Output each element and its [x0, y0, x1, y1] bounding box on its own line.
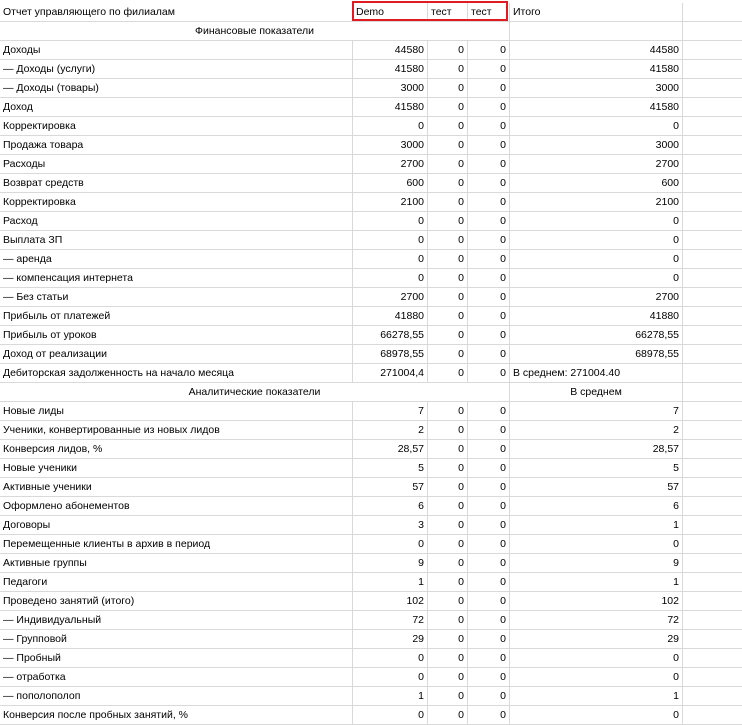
table-row — [0, 478, 742, 497]
branch-test-1-value[interactable]: 0 — [428, 421, 468, 440]
empty-cell[interactable] — [683, 706, 742, 725]
empty-cell[interactable] — [683, 307, 742, 326]
branch-demo-value[interactable]: 28,57 — [353, 440, 428, 459]
row-label-cell[interactable]: Новые лиды — [0, 402, 353, 421]
empty-cell[interactable] — [683, 687, 742, 706]
empty-cell[interactable] — [683, 364, 742, 383]
table-row — [0, 364, 742, 383]
total-average-value[interactable]: В среднем: 271004.40 — [510, 364, 683, 383]
table-row — [0, 117, 742, 136]
empty-cell[interactable] — [683, 668, 742, 687]
branch-test-2-value[interactable]: 0 — [468, 174, 510, 193]
table-row — [0, 402, 742, 421]
total-value[interactable]: 41580 — [510, 98, 683, 117]
branch-test-2-value[interactable]: 0 — [468, 250, 510, 269]
empty-cell[interactable] — [683, 516, 742, 535]
table-row — [0, 421, 742, 440]
branch-demo-value[interactable]: 29 — [353, 630, 428, 649]
total-value[interactable]: 0 — [510, 649, 683, 668]
branch-demo-value[interactable]: 0 — [353, 231, 428, 250]
empty-cell[interactable] — [683, 3, 742, 22]
row-label-cell[interactable]: — пополополоп — [0, 687, 353, 706]
branch-test-2-value[interactable]: 0 — [468, 364, 510, 383]
empty-cell[interactable] — [683, 136, 742, 155]
row-label-cell[interactable]: Расходы — [0, 155, 353, 174]
row-label-cell[interactable]: Прибыль от уроков — [0, 326, 353, 345]
total-value[interactable]: 41580 — [510, 60, 683, 79]
branch-test-1-value[interactable]: 0 — [428, 174, 468, 193]
row-label-cell[interactable]: — компенсация интернета — [0, 269, 353, 288]
total-value[interactable]: 0 — [510, 706, 683, 725]
empty-cell[interactable] — [683, 611, 742, 630]
row-label-cell[interactable]: Доход — [0, 98, 353, 117]
branch-demo-value[interactable]: 68978,55 — [353, 345, 428, 364]
branch-test-2-value[interactable]: 0 — [468, 668, 510, 687]
branch-test-2-value[interactable]: 0 — [468, 402, 510, 421]
table-row — [0, 79, 742, 98]
branch-test-1-value[interactable]: 0 — [428, 554, 468, 573]
branch-demo-value[interactable]: 0 — [353, 668, 428, 687]
branch-demo-value[interactable]: 57 — [353, 478, 428, 497]
row-label-cell[interactable]: — Доходы (товары) — [0, 79, 353, 98]
branch-demo-value[interactable]: 600 — [353, 174, 428, 193]
branch-demo-value[interactable]: 271004,4 — [353, 364, 428, 383]
table-row — [0, 497, 742, 516]
empty-cell[interactable] — [683, 440, 742, 459]
total-value[interactable]: 0 — [510, 269, 683, 288]
row-label-cell[interactable]: Проведено занятий (итого) — [0, 592, 353, 611]
total-value[interactable]: 0 — [510, 212, 683, 231]
branch-test-2-value[interactable]: 0 — [468, 136, 510, 155]
empty-cell[interactable] — [683, 41, 742, 60]
total-value[interactable]: 2700 — [510, 155, 683, 174]
table-row — [0, 174, 742, 193]
row-label-cell[interactable]: — аренда — [0, 250, 353, 269]
empty-cell[interactable] — [683, 22, 742, 41]
branch-test-1-value[interactable]: 0 — [428, 687, 468, 706]
branch-demo-value[interactable]: 3000 — [353, 136, 428, 155]
row-label-cell[interactable]: Доходы — [0, 41, 353, 60]
branch-test-2-value[interactable]: 0 — [468, 326, 510, 345]
total-value[interactable]: 29 — [510, 630, 683, 649]
row-label-cell[interactable]: Новые ученики — [0, 459, 353, 478]
branch-demo-value[interactable]: 66278,55 — [353, 326, 428, 345]
total-value[interactable]: 3000 — [510, 136, 683, 155]
row-label-cell[interactable]: — Без статьи — [0, 288, 353, 307]
empty-cell[interactable] — [683, 459, 742, 478]
table-row — [0, 535, 742, 554]
total-value[interactable]: 2700 — [510, 288, 683, 307]
total-value[interactable]: 1 — [510, 687, 683, 706]
total-value[interactable]: 66278,55 — [510, 326, 683, 345]
analytic-section-row — [0, 383, 742, 402]
branch-test-1-value[interactable]: 0 — [428, 516, 468, 535]
branch-demo-value[interactable]: 0 — [353, 250, 428, 269]
empty-cell[interactable] — [683, 554, 742, 573]
branch-test-1-value[interactable]: 0 — [428, 592, 468, 611]
branch-test-2-value[interactable]: 0 — [468, 440, 510, 459]
financial-section-title[interactable]: Финансовые показатели — [0, 22, 510, 41]
branch-test-2-value[interactable]: 0 — [468, 706, 510, 725]
empty-cell[interactable] — [683, 326, 742, 345]
branch-demo-value[interactable]: 2100 — [353, 193, 428, 212]
branch-test-2-value[interactable]: 0 — [468, 497, 510, 516]
empty-cell[interactable] — [510, 22, 683, 41]
branch-demo-value[interactable]: 41580 — [353, 98, 428, 117]
table-row — [0, 459, 742, 478]
table-row — [0, 60, 742, 79]
total-value[interactable]: 2 — [510, 421, 683, 440]
total-value[interactable]: 5 — [510, 459, 683, 478]
total-value[interactable]: 2100 — [510, 193, 683, 212]
table-row — [0, 554, 742, 573]
branch-test-2-value[interactable]: 0 — [468, 231, 510, 250]
branch-test-2-value[interactable]: 0 — [468, 592, 510, 611]
report-title-cell[interactable]: Отчет управляющего по филиалам — [0, 3, 353, 22]
row-label-cell[interactable]: Выплата ЗП — [0, 231, 353, 250]
branch-test-2-value[interactable]: 0 — [468, 535, 510, 554]
branch-demo-value[interactable]: 1 — [353, 687, 428, 706]
branch-test-1-value[interactable]: 0 — [428, 611, 468, 630]
empty-cell[interactable] — [683, 269, 742, 288]
total-value[interactable]: 1 — [510, 573, 683, 592]
total-value[interactable]: 57 — [510, 478, 683, 497]
table-row — [0, 136, 742, 155]
empty-cell[interactable] — [683, 212, 742, 231]
branch-test-1-value[interactable]: 0 — [428, 326, 468, 345]
row-label-cell[interactable]: Доход от реализации — [0, 345, 353, 364]
total-value[interactable]: 102 — [510, 592, 683, 611]
branch-test-1-value[interactable]: 0 — [428, 402, 468, 421]
table-row — [0, 345, 742, 364]
table-row — [0, 592, 742, 611]
branch-test-1-value[interactable]: 0 — [428, 288, 468, 307]
branch-demo-value[interactable]: 102 — [353, 592, 428, 611]
branch-demo-value[interactable]: 3000 — [353, 79, 428, 98]
total-value[interactable]: 0 — [510, 231, 683, 250]
row-label-cell[interactable]: Прибыль от платежей — [0, 307, 353, 326]
branch-test-1-value[interactable]: 0 — [428, 630, 468, 649]
branch-test-2-value[interactable]: 0 — [468, 573, 510, 592]
row-label-cell[interactable]: Договоры — [0, 516, 353, 535]
table-row — [0, 231, 742, 250]
table-row — [0, 630, 742, 649]
empty-cell[interactable] — [683, 345, 742, 364]
branch-test-2-value[interactable]: 0 — [468, 630, 510, 649]
branch-test-1-value[interactable]: 0 — [428, 307, 468, 326]
total-value[interactable]: 0 — [510, 250, 683, 269]
empty-cell[interactable] — [683, 79, 742, 98]
branch-test-1-value[interactable]: 0 — [428, 41, 468, 60]
branch-test-1-value[interactable]: 0 — [428, 535, 468, 554]
branch-test-1-value[interactable]: 0 — [428, 459, 468, 478]
row-label-cell[interactable]: Возврат средств — [0, 174, 353, 193]
analytic-section-title[interactable]: Аналитические показатели — [0, 383, 510, 402]
table-row — [0, 668, 742, 687]
empty-cell[interactable] — [683, 402, 742, 421]
row-label-cell[interactable]: Активные ученики — [0, 478, 353, 497]
branch-test-1-value[interactable]: 0 — [428, 440, 468, 459]
row-label-cell[interactable]: Корректировка — [0, 193, 353, 212]
branch-test-2-value[interactable]: 0 — [468, 117, 510, 136]
total-value[interactable]: 72 — [510, 611, 683, 630]
branch-test-1-value[interactable]: 0 — [428, 60, 468, 79]
total-value[interactable]: 7 — [510, 402, 683, 421]
branch-demo-value[interactable]: 2700 — [353, 288, 428, 307]
table-row — [0, 212, 742, 231]
branch-test-2-value[interactable]: 0 — [468, 421, 510, 440]
branch-test-2-value[interactable]: 0 — [468, 345, 510, 364]
branch-test-1-value[interactable]: 0 — [428, 269, 468, 288]
branch-test-1-value[interactable]: 0 — [428, 98, 468, 117]
branch-test-2-value[interactable]: 0 — [468, 212, 510, 231]
branch-demo-header[interactable]: Demo — [353, 3, 428, 22]
branch-test-1-value[interactable]: 0 — [428, 478, 468, 497]
branch-test-header-2[interactable]: тест — [468, 3, 510, 22]
branch-test-2-value[interactable]: 0 — [468, 478, 510, 497]
total-value[interactable]: 41880 — [510, 307, 683, 326]
row-label-cell[interactable]: Педагоги — [0, 573, 353, 592]
branch-test-2-value[interactable]: 0 — [468, 554, 510, 573]
branch-demo-value[interactable]: 2700 — [353, 155, 428, 174]
empty-cell[interactable] — [683, 250, 742, 269]
empty-cell[interactable] — [683, 535, 742, 554]
empty-cell[interactable] — [683, 98, 742, 117]
empty-cell[interactable] — [683, 630, 742, 649]
row-label-cell[interactable]: — Индивидуальный — [0, 611, 353, 630]
total-value[interactable]: 68978,55 — [510, 345, 683, 364]
empty-cell[interactable] — [683, 155, 742, 174]
branch-test-2-value[interactable]: 0 — [468, 41, 510, 60]
table-row — [0, 288, 742, 307]
branch-test-1-value[interactable]: 0 — [428, 706, 468, 725]
table-row — [0, 250, 742, 269]
branch-demo-value[interactable]: 2 — [353, 421, 428, 440]
branch-test-2-value[interactable]: 0 — [468, 459, 510, 478]
branch-demo-value[interactable]: 1 — [353, 573, 428, 592]
total-value[interactable]: 9 — [510, 554, 683, 573]
total-value[interactable]: 6 — [510, 497, 683, 516]
table-row — [0, 706, 742, 725]
row-label-cell[interactable]: Продажа товара — [0, 136, 353, 155]
branch-demo-value[interactable]: 9 — [353, 554, 428, 573]
branch-test-2-value[interactable]: 0 — [468, 79, 510, 98]
total-value[interactable]: 1 — [510, 516, 683, 535]
row-label-cell[interactable]: — Доходы (услуги) — [0, 60, 353, 79]
total-value[interactable]: 0 — [510, 535, 683, 554]
empty-cell[interactable] — [683, 649, 742, 668]
branch-test-2-value[interactable]: 0 — [468, 649, 510, 668]
branch-test-2-value[interactable]: 0 — [468, 269, 510, 288]
table-row — [0, 307, 742, 326]
branch-test-1-value[interactable]: 0 — [428, 497, 468, 516]
table-row — [0, 573, 742, 592]
row-label-cell[interactable]: Оформлено абонементов — [0, 497, 353, 516]
branch-test-1-value[interactable]: 0 — [428, 79, 468, 98]
branch-test-1-value[interactable]: 0 — [428, 345, 468, 364]
row-label-cell[interactable]: Конверсия лидов, % — [0, 440, 353, 459]
total-value[interactable]: 600 — [510, 174, 683, 193]
branch-test-1-value[interactable]: 0 — [428, 136, 468, 155]
row-label-cell[interactable]: Конверсия после пробных занятий, % — [0, 706, 353, 725]
table-row — [0, 269, 742, 288]
table-row — [0, 155, 742, 174]
total-value[interactable]: 28,57 — [510, 440, 683, 459]
branch-test-2-value[interactable]: 0 — [468, 687, 510, 706]
branch-demo-value[interactable]: 72 — [353, 611, 428, 630]
row-label-cell[interactable]: — Групповой — [0, 630, 353, 649]
branch-demo-value[interactable]: 0 — [353, 706, 428, 725]
total-value[interactable]: 0 — [510, 117, 683, 136]
branch-demo-value[interactable]: 5 — [353, 459, 428, 478]
branch-test-1-value[interactable]: 0 — [428, 231, 468, 250]
branch-test-2-value[interactable]: 0 — [468, 155, 510, 174]
empty-cell[interactable] — [683, 193, 742, 212]
average-header[interactable]: В среднем — [510, 383, 683, 402]
empty-cell[interactable] — [683, 497, 742, 516]
branch-demo-value[interactable]: 0 — [353, 649, 428, 668]
row-label-cell[interactable]: — отработка — [0, 668, 353, 687]
branch-demo-value[interactable]: 44580 — [353, 41, 428, 60]
branch-demo-value[interactable]: 0 — [353, 212, 428, 231]
branch-demo-value[interactable]: 41580 — [353, 60, 428, 79]
table-row — [0, 193, 742, 212]
branch-demo-value[interactable]: 0 — [353, 535, 428, 554]
branch-test-1-value[interactable]: 0 — [428, 364, 468, 383]
branch-test-2-value[interactable]: 0 — [468, 611, 510, 630]
table-row — [0, 687, 742, 706]
branch-test-2-value[interactable]: 0 — [468, 98, 510, 117]
table-row — [0, 649, 742, 668]
branch-test-2-value[interactable]: 0 — [468, 288, 510, 307]
row-label-cell[interactable]: Перемещенные клиенты в архив в период — [0, 535, 353, 554]
branch-test-1-value[interactable]: 0 — [428, 155, 468, 174]
financial-section-row — [0, 22, 742, 41]
empty-cell[interactable] — [683, 288, 742, 307]
total-value[interactable]: 0 — [510, 668, 683, 687]
total-value[interactable]: 44580 — [510, 41, 683, 60]
total-value[interactable]: 3000 — [510, 79, 683, 98]
empty-cell[interactable] — [683, 117, 742, 136]
branch-test-2-value[interactable]: 0 — [468, 60, 510, 79]
branch-test-1-value[interactable]: 0 — [428, 649, 468, 668]
branch-test-2-value[interactable]: 0 — [468, 307, 510, 326]
branch-demo-value[interactable]: 41880 — [353, 307, 428, 326]
branch-test-1-value[interactable]: 0 — [428, 250, 468, 269]
empty-cell[interactable] — [683, 592, 742, 611]
empty-cell[interactable] — [683, 478, 742, 497]
branch-test-2-value[interactable]: 0 — [468, 193, 510, 212]
empty-cell[interactable] — [683, 383, 742, 402]
row-label-cell[interactable]: — Пробный — [0, 649, 353, 668]
branch-demo-value[interactable]: 7 — [353, 402, 428, 421]
empty-cell[interactable] — [683, 421, 742, 440]
table-row — [0, 440, 742, 459]
table-row — [0, 41, 742, 60]
header-row — [0, 3, 742, 22]
row-label-cell[interactable]: Корректировка — [0, 117, 353, 136]
empty-cell[interactable] — [683, 60, 742, 79]
empty-cell[interactable] — [683, 231, 742, 250]
table-row — [0, 611, 742, 630]
row-label-cell[interactable]: Расход — [0, 212, 353, 231]
row-label-cell[interactable]: Дебиторская задолженность на начало месяца — [0, 364, 353, 383]
row-label-cell[interactable]: Ученики, конвертированные из новых лидов — [0, 421, 353, 440]
table-row — [0, 326, 742, 345]
branch-test-1-value[interactable]: 0 — [428, 193, 468, 212]
branch-test-1-value[interactable]: 0 — [428, 212, 468, 231]
branch-demo-value[interactable]: 0 — [353, 269, 428, 288]
branch-test-1-value[interactable]: 0 — [428, 117, 468, 136]
empty-cell[interactable] — [683, 174, 742, 193]
branch-test-header-1[interactable]: тест — [428, 3, 468, 22]
total-header[interactable]: Итого — [510, 3, 683, 22]
empty-cell[interactable] — [683, 573, 742, 592]
branch-demo-value[interactable]: 6 — [353, 497, 428, 516]
branch-demo-value[interactable]: 0 — [353, 117, 428, 136]
table-row — [0, 516, 742, 535]
branch-demo-value[interactable]: 3 — [353, 516, 428, 535]
row-label-cell[interactable]: Активные группы — [0, 554, 353, 573]
branch-test-2-value[interactable]: 0 — [468, 516, 510, 535]
table-row — [0, 98, 742, 117]
branch-test-1-value[interactable]: 0 — [428, 668, 468, 687]
branch-test-1-value[interactable]: 0 — [428, 573, 468, 592]
